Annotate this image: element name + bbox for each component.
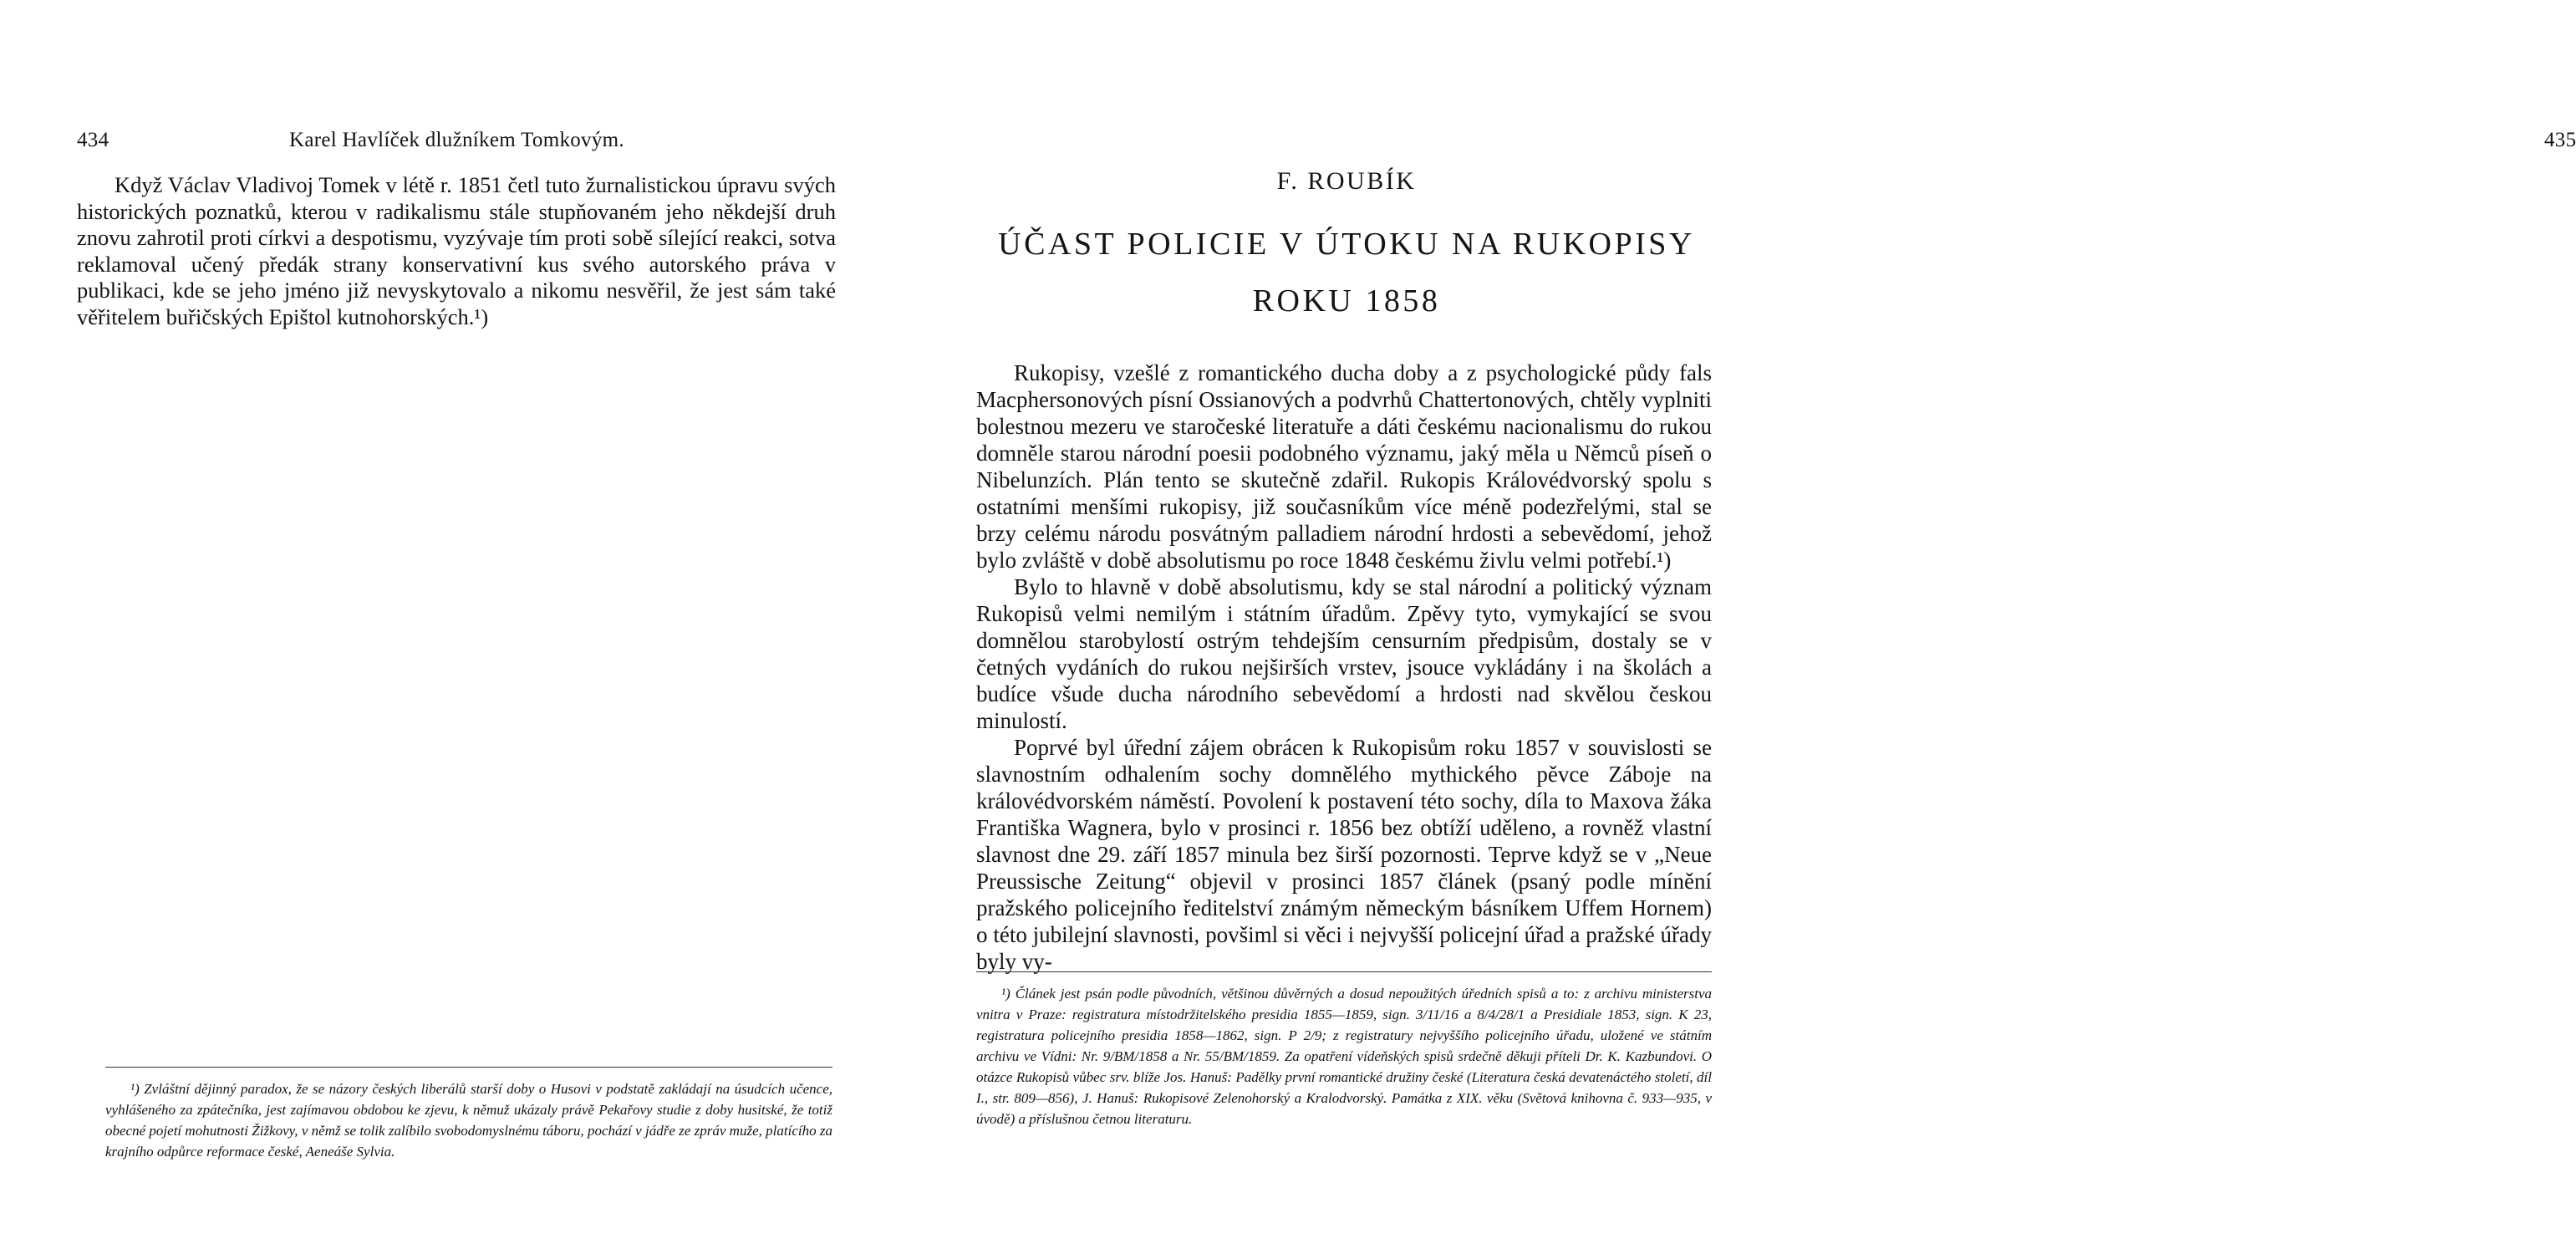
running-title: Karel Havlíček dlužníkem Tomkovým. bbox=[289, 129, 624, 151]
paragraph: Poprvé byl úřední zájem obrácen k Rukopisům roku 1857 v souvislosti se slavnostním odhalením sochy domnělého mythického pěvce Záboje na královédvorském náměstí. Povolení k postavení této sochy, díla to Maxova žáka Františka Wagnera, bylo v prosinci r. 1856 bez obtíží uděleno, a rovněž vlastní slavnost dne 29. září 1857 minula bez širší pozornosti. Teprve když se v „Neue Preussische Zeitung“ objevil v prosinci 1857 článek (psaný podle mínění pražského policejního ředitelství známým německým básníkem Uffem Hornem) o této jubilejní slavnosti, povšiml si věci i nejvyšší policejní úřad a pražské úřady byly vy- bbox=[976, 735, 1712, 974]
article-author: F. ROUBÍK bbox=[1276, 167, 1417, 195]
page-number: 434 bbox=[77, 129, 109, 151]
footnote bbox=[105, 1078, 832, 1162]
footnote-divider bbox=[976, 971, 1712, 972]
footnote-text: ¹) Článek jest psán podle původních, většinou důvěrných a dosud nepoužitých úředních spisů a to: z archivu ministerstva vnitra v Praze: registratura místodržitelského presidia 1855—1859, sign. 3/11/16 a 8/4/28/1 a Presidiale 1853, sign. K 23, registratura policejního presidia 1858—1862, sign. P 2/9; z registratury nejvyššího policejního úřadu, uložené ve státním archivu ve Vídni: Nr. 9/BM/1858 a Nr. 55/BM/1859. Za opatření vídeňských spisů srdečně děkuji příteli Dr. K. Kazbundovi. O otázce Rukopisů vůbec srv. blíže Jos. Hanuš: Padělky první romantické družiny české (Literatura česká devatenáctého století, díl I., str. 809—856), J. Hanuš: Rukopisové Zelenohorský a Kralodvorský. Památka z XIX. věku (Světová knihovna č. 933—935, v úvodě) a příslušnou četnou literaturu. bbox=[976, 986, 1712, 1127]
paragraph: Když Václav Vladivoj Tomek v létě r. 1851 četl tuto žurnalistickou úpravu svých historických poznatků, kterou v radikalismu stále stupňovaném jeho někdejší druh znovu zahrotil proti církvi a despotismu, vyzývaje tím proti sobě sílející reakci, sotva reklamoval učený předák strany konservativní kus svého autorského práva v publikaci, kde se jeho jméno již nevyskytovalo a nikomu nesvěřil, že jest sám také věřitelem buřičských Epištol kutnohorských.¹) bbox=[77, 172, 836, 329]
article-title-line-1: ÚČAST POLICIE V ÚTOKU NA RUKOPISY bbox=[998, 227, 1695, 262]
footnote bbox=[976, 983, 1712, 1129]
footnote-divider bbox=[105, 1067, 832, 1068]
article-title-line-2: ROKU 1858 bbox=[1252, 283, 1441, 319]
footnote-text: ¹) Zvláštní dějinný paradox, že se názory českých liberálů starší doby o Husovi v podstatě zakládají na úsudcích učence, vyhlášeného za zpátečníka, jest zajímavou obdobou ke zjevu, k němuž ukázaly právě Pekařovy studie z doby husitské, že totiž obecné pojetí mohutnosti Žižkovy, v němž se tolik zalíbilo svobodomyslnému táboru, pochází v jádře ze zpráv muže, platícího za krajního odpůrce reformace české, Aeneáše Sylvia. bbox=[105, 1081, 832, 1160]
body-text bbox=[77, 172, 836, 330]
paragraph: Bylo to hlavně v době absolutismu, kdy se stal národní a politický význam Rukopisů velmi nemilým i státním úřadům. Zpěvy tyto, vymykající se svou domnělou starobylostí ostrým tehdejším censurním předpisům, dostaly se v četných vydáních do rukou nejširších vrstev, jsouce vykládány i na školách a budíce všude ducha národního sebevědomí a hrdosti nad skvělou českou minulostí. bbox=[976, 574, 1712, 733]
body-text bbox=[976, 359, 1712, 975]
page-number: 435 bbox=[2544, 129, 2576, 151]
right-page bbox=[898, 0, 2576, 1254]
left-page bbox=[0, 0, 898, 1254]
paragraph: Rukopisy, vzešlé z romantického ducha doby a z psychologické půdy fals Macphersonových písní Ossianových a podvrhů Chattertonových, chtěly vyplniti bolestnou mezeru ve staročeské literatuře a dáti českému nacionalismu do rukou domněle starou národní poesii podobného významu, jaký měla u Němců píseň o Nibelunzích. Plán tento se skutečně zdařil. Rukopis Královédvorský spolu s ostatními menšími rukopisy, již současníkům více méně podezřelými, stal se brzy celému národu posvátným palladiem národní hrdosti a sebevědomí, jehož bylo zvláště v době absolutismu po roce 1848 českému živlu velmi potřebí.¹) bbox=[976, 360, 1712, 573]
